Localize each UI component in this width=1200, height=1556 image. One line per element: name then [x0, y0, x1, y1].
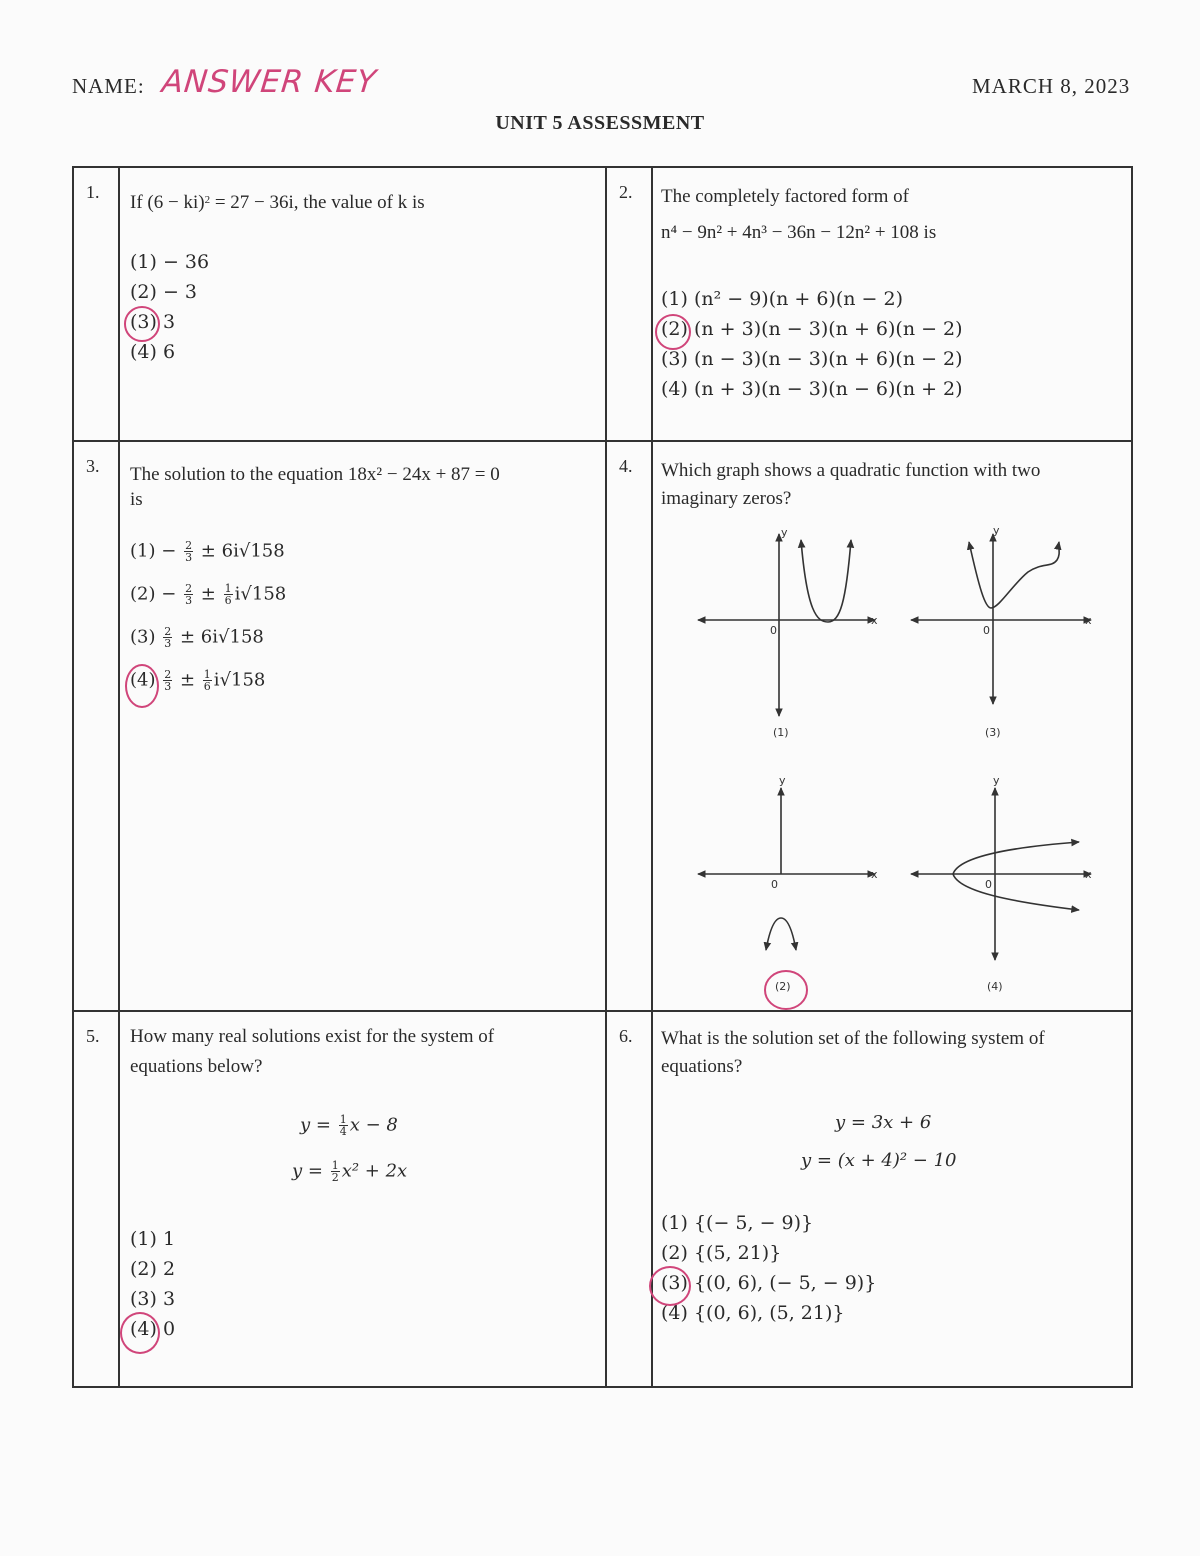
graph-1[interactable] [698, 534, 875, 716]
q1-cell [119, 167, 606, 441]
q5-choice-1[interactable]: (1) 1 [130, 1228, 176, 1250]
q5-answer-circle [120, 1312, 160, 1354]
q6-number: 6. [606, 1011, 652, 1387]
q4-cell [652, 441, 1132, 1011]
q4-number: 4. [606, 441, 652, 1011]
q6-choices [661, 1208, 876, 1328]
page-title: UNIT 5 ASSESSMENT [495, 112, 705, 134]
q2-number: 2. [606, 167, 652, 441]
q3-cell [119, 441, 606, 1011]
q3-choice-2[interactable]: (2) − $\frac{2}{3}$ ± $\frac{1}{6}$ i√158 [130, 582, 287, 607]
q2-choices [661, 284, 963, 404]
graph-3-label: (3) [985, 726, 1001, 739]
name-label: NAME: [72, 74, 145, 98]
graph-4-origin: 0 [985, 878, 992, 891]
q6-choice-2[interactable]: (2) {(5, 21)} [661, 1242, 782, 1264]
name-value: ANSWER KEY [160, 64, 379, 100]
q2-cell [652, 167, 1132, 441]
q2-answer-circle [655, 314, 691, 350]
q3-answer-circle [125, 664, 159, 708]
q6-stem-line2: equations? [661, 1056, 743, 1077]
q5-stem-line1: How many real solutions exist for the system of [130, 1026, 495, 1047]
q4-graphs [653, 442, 1133, 1012]
q5-cell [119, 1011, 606, 1387]
q1-choice-2[interactable]: (2) − 3 [130, 281, 198, 303]
q5-stem-line2: equations below? [130, 1056, 263, 1077]
graph-4[interactable] [911, 788, 1091, 960]
graph-4-y-label: y [993, 774, 1000, 787]
graph-1-y-label: y [781, 526, 788, 539]
q6-choice-3[interactable]: (3) {(0, 6), (− 5, − 9)} [661, 1272, 877, 1294]
q2-stem-line1: The completely factored form of [661, 186, 909, 207]
graph-2-origin: 0 [771, 878, 778, 891]
q6-equation-2: y = (x + 4)² − 10 [801, 1150, 957, 1171]
q6-choice-4[interactable]: (4) {(0, 6), (5, 21)} [661, 1302, 845, 1324]
graph-1-x-label: x [871, 614, 878, 627]
graph-3-y-label: y [993, 524, 1000, 537]
q5-choice-4[interactable]: (4) 0 [130, 1318, 176, 1340]
q5-choice-3[interactable]: (3) 3 [130, 1288, 176, 1310]
graph-2[interactable] [698, 788, 875, 950]
q2-choice-1[interactable]: (1) (n² − 9)(n + 6)(n − 2) [661, 288, 904, 310]
graph-2-y-label: y [779, 774, 786, 787]
graph-1-label: (1) [773, 726, 789, 739]
q2-choice-3[interactable]: (3) (n − 3)(n − 3)(n + 6)(n − 2) [661, 348, 963, 370]
q4-stem-line2: imaginary zeros? [661, 488, 792, 509]
q1-answer-circle [124, 306, 160, 342]
q2-choice-2[interactable]: (2) (n + 3)(n − 3)(n + 6)(n − 2) [661, 318, 963, 340]
q6-choice-1[interactable]: (1) {(− 5, − 9)} [661, 1212, 814, 1234]
q1-number: 1. [73, 167, 119, 441]
q3-stem-line2: is [130, 489, 143, 510]
q1-stem: If (6 − ki)$^2$ = 27 − 36i, the value of k is [130, 192, 425, 213]
q2-choice-4[interactable]: (4) (n + 3)(n − 3)(n − 6)(n + 2) [661, 378, 963, 400]
q3-choice-1[interactable]: (1) − $\frac{2}{3}$ ± 6i√158 [130, 539, 285, 564]
graph-3[interactable] [911, 534, 1091, 704]
graph-4-x-label: x [1085, 868, 1092, 881]
q6-stem-line1: What is the solution set of the following system of [661, 1028, 1045, 1049]
graph-4-label: (4) [987, 980, 1003, 993]
q3-choice-4[interactable]: (4) $\frac{2}{3}$ ± $\frac{1}{6}$ i√158 [130, 668, 266, 693]
q5-equation-2: y = $\frac{1}{2}$ x² + 2x [292, 1159, 408, 1184]
q6-cell [652, 1011, 1132, 1387]
q6-equation-1: y = 3x + 6 [835, 1112, 932, 1133]
graph-1-origin: 0 [770, 624, 777, 637]
question-grid [72, 166, 1133, 1388]
q4-stem-line1: Which graph shows a quadratic function with two [661, 460, 1041, 481]
graph-3-origin: 0 [983, 624, 990, 637]
q2-stem-line2: n⁴ − 9n² + 4n³ − 36n − 12n² + 108 is [661, 222, 937, 243]
graph-2-label: (2) [775, 980, 791, 993]
q5-equation-1: y = $\frac{1}{4}$ x − 8 [300, 1113, 398, 1138]
q5-choice-2[interactable]: (2) 2 [130, 1258, 176, 1280]
q1-choice-4[interactable]: (4) 6 [130, 341, 176, 363]
q3-number: 3. [73, 441, 119, 1011]
q5-number: 5. [73, 1011, 119, 1387]
q1-choice-1[interactable]: (1) − 36 [130, 251, 210, 273]
q3-choice-3[interactable]: (3) $\frac{2}{3}$ ± 6i√158 [130, 625, 264, 650]
date: MARCH 8, 2023 [972, 74, 1131, 98]
graph-3-x-label: x [1085, 614, 1092, 627]
q6-answer-circle [649, 1266, 691, 1306]
graph-2-x-label: x [871, 868, 878, 881]
q3-stem-line1: The solution to the equation 18x² − 24x + 87 = 0 [130, 464, 500, 485]
q1-choice-3[interactable]: (3) 3 [130, 311, 176, 333]
